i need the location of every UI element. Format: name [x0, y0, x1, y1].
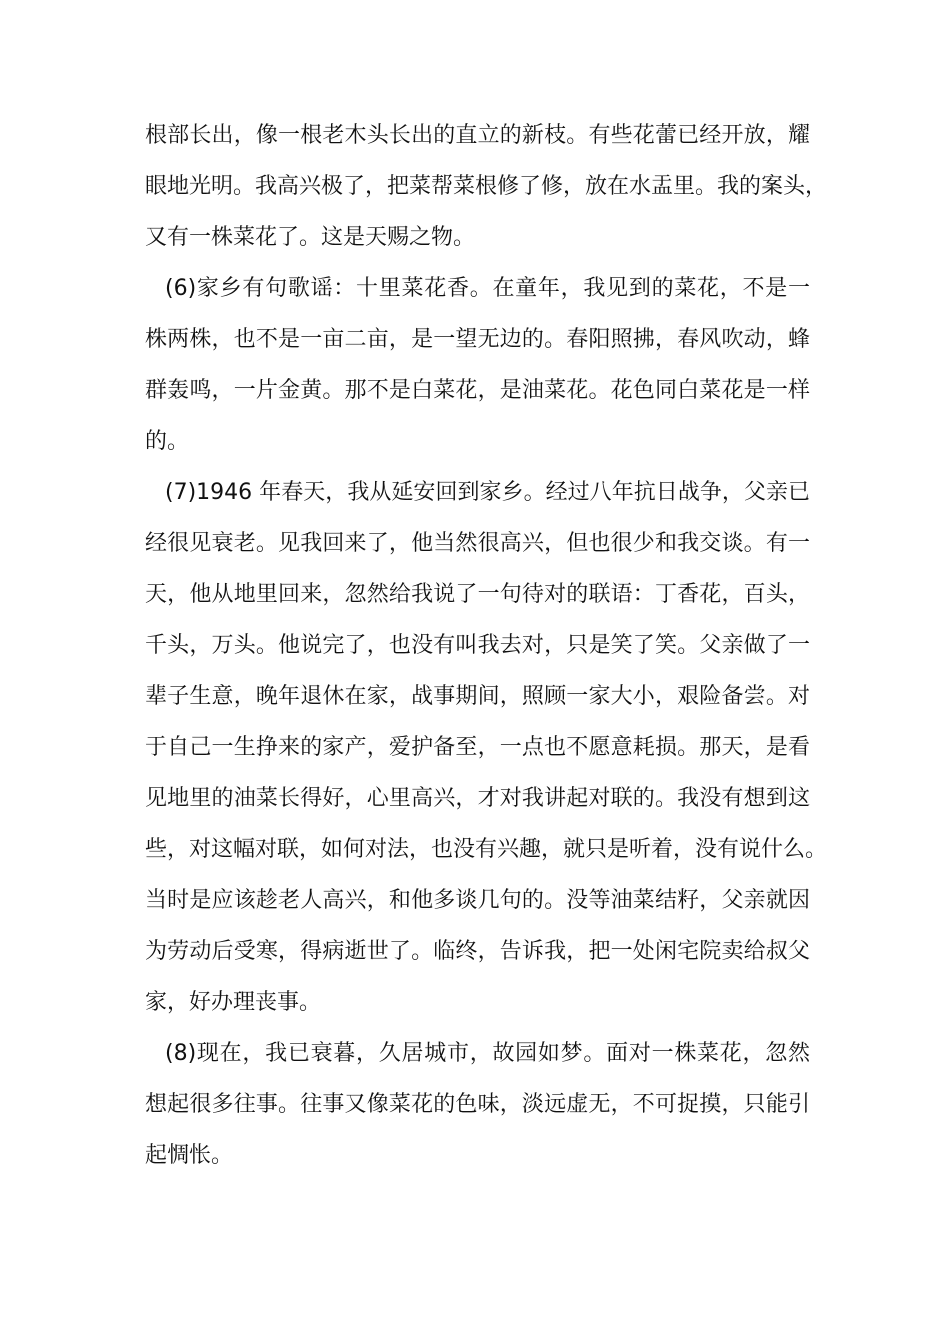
paragraph-6-line-3: 群轰鸣，一片金黄。那不是白菜花，是油菜花。花色同白菜花是一样	[145, 378, 810, 403]
paragraph-7-line-2: 经很见衰老。见我回来了，他当然很高兴，但也很少和我交谈。有一	[145, 531, 810, 556]
paragraph-8-line-1: (8)现在，我已衰暮，久居城市，故园如梦。面对一株菜花，忽然	[165, 1041, 810, 1066]
paragraph-7-line-5: 辈子生意，晚年退休在家，战事期间，照顾一家大小，艰险备尝。对	[145, 684, 810, 709]
paragraph-5-line-2: 眼地光明。我高兴极了，把菜帮菜根修了修，放在水盂里。我的案头，	[145, 174, 828, 199]
paragraph-7-line-4: 千头，万头。他说完了，也没有叫我去对，只是笑了笑。父亲做了一	[145, 633, 810, 658]
paragraph-6-line-1: (6)家乡有句歌谣：十里菜花香。在童年，我见到的菜花，不是一	[165, 276, 810, 301]
paragraph-7-line-6: 于自己一生挣来的家产，爱护备至，一点也不愿意耗损。那天，是看	[145, 735, 810, 760]
paragraph-7-line-3: 天，他从地里回来，忽然给我说了一句待对的联语：丁香花，百头，	[145, 582, 810, 607]
paragraph-6-line-2: 株两株，也不是一亩二亩，是一望无边的。春阳照拂，春风吹动，蜂	[145, 327, 810, 352]
paragraph-7-line-7: 见地里的油菜长得好，心里高兴，才对我讲起对联的。我没有想到这	[145, 786, 810, 811]
paragraph-5-line-1: 根部长出，像一根老木头长出的直立的新枝。有些花蕾已经开放，耀	[145, 123, 810, 148]
paragraph-7-line-9: 当时是应该趁老人高兴，和他多谈几句的。没等油菜结籽，父亲就因	[145, 888, 810, 913]
paragraph-7-line-8: 些，对这幅对联，如何对法，也没有兴趣，就只是听着，没有说什么。	[145, 837, 828, 862]
paragraph-5-line-3: 又有一株菜花了。这是天赐之物。	[145, 225, 476, 250]
paragraph-8-line-3: 起惆怅。	[145, 1143, 234, 1168]
paragraph-8-line-2: 想起很多往事。往事又像菜花的色味，淡远虚无，不可捉摸，只能引	[145, 1092, 810, 1117]
paragraph-7-line-1: (7)1946 年春天，我从延安回到家乡。经过八年抗日战争，父亲已	[165, 480, 810, 505]
paragraph-6-line-4: 的。	[145, 429, 190, 454]
paragraph-7-line-10: 为劳动后受寒，得病逝世了。临终，告诉我，把一处闲宅院卖给叔父	[145, 939, 810, 964]
paragraph-7-line-11: 家，好办理丧事。	[145, 990, 322, 1015]
